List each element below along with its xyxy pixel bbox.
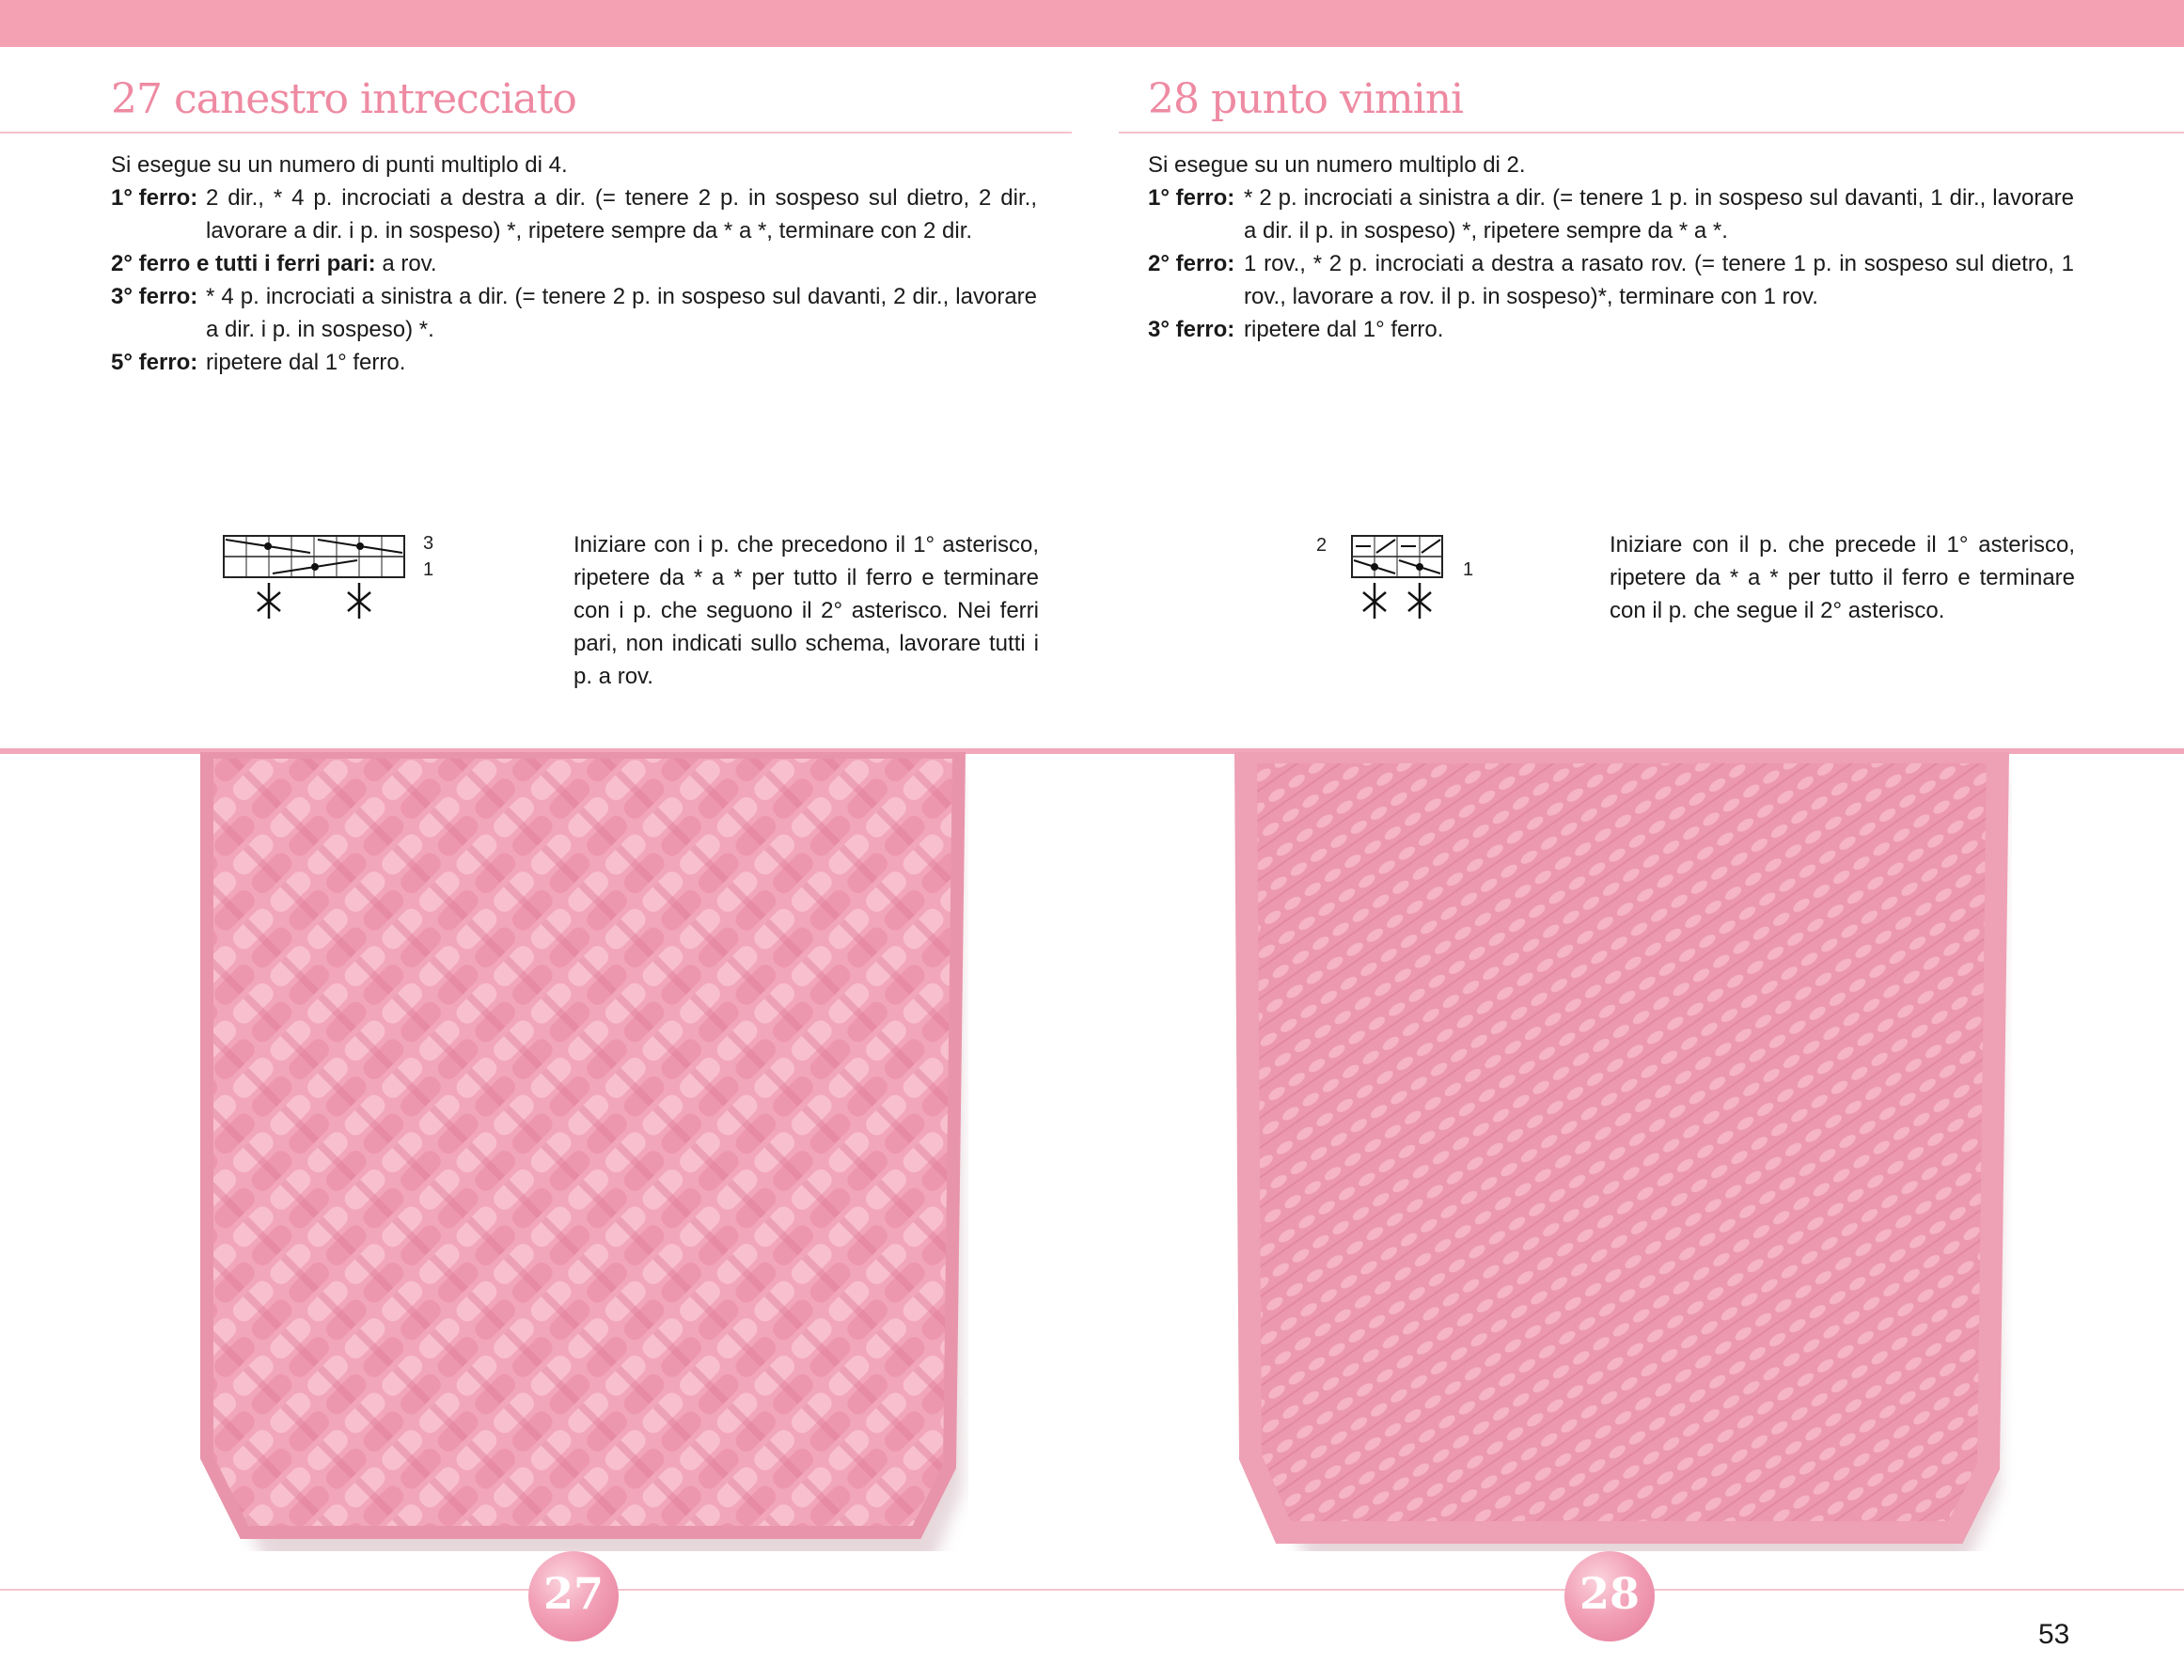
badge-number: 27 (542, 1568, 604, 1619)
row-text: ripetere dal 1° ferro. (1244, 317, 1444, 342)
row-label: 3° ferro: (111, 284, 198, 309)
left-stitch-chart (216, 528, 442, 632)
chart-row-label: 1 (423, 559, 434, 580)
row-text: * 4 p. incrociati a sinistra a dir. (= tenere 2 p. in sospeso sul davanti, 2 dir., lavorare a dir. i p. in sospeso) *. (206, 284, 1037, 342)
right-instructions (1148, 181, 2074, 346)
instruction-row (1148, 247, 2074, 313)
instruction-row (111, 346, 1037, 379)
left-title: 27 canestro intrecciato (111, 75, 576, 123)
chart-row-label: 1 (1463, 559, 1474, 580)
row-label: 5° ferro: (111, 350, 198, 375)
bottom-rule (0, 1589, 2184, 1591)
row-label: 2° ferro e tutti i ferri pari: (111, 251, 376, 276)
knit-swatch-27 (188, 752, 968, 1551)
yarn-ball-badge-28 (1564, 1551, 1655, 1641)
row-text: * 2 p. incrociati a sinistra a dir. (= tenere 1 p. in sospeso sul davanti, 1 dir., lavorare a dir. il p. in sospeso) *, ripetere sempre da * a *. (1244, 185, 2074, 243)
instruction-row (1148, 313, 2074, 346)
right-note: Iniziare con il p. che precede il 1° asterisco, ripetere da * a * per tutto il ferro e terminare con il p. che segue il 2° asterisco. (1610, 532, 2075, 623)
row-text: ripetere dal 1° ferro. (206, 350, 406, 375)
instruction-row (111, 280, 1037, 346)
row-label: 1° ferro: (1148, 185, 1235, 211)
row-text: 1 rov., * 2 p. incrociati a destra a rasato rov. (= tenere 1 p. in sospeso sul dietro, 1 rov., lavorare a rov. il p. in sospeso)*, terminare con 1 rov. (1244, 251, 2074, 309)
row-text: 2 dir., * 4 p. incrociati a destra a dir. (= tenere 2 p. in sospeso sul dietro, 2 dir., lavorare a dir. i p. in sospeso) *, ripetere sempre da * a *, terminare con 2 dir. (206, 185, 1037, 243)
page-number: 53 (2038, 1619, 2070, 1650)
row-label: 1° ferro: (111, 185, 198, 211)
top-color-bar (0, 0, 2184, 47)
left-title-rule (0, 132, 1072, 133)
right-intro: Si esegue su un numero multiplo di 2. (1148, 152, 1526, 178)
row-label: 3° ferro: (1148, 317, 1235, 342)
row-text: a rov. (382, 251, 437, 276)
instruction-row (1148, 181, 2074, 247)
chart-row-label: 2 (1316, 535, 1328, 556)
left-instructions (111, 181, 1037, 379)
chart-row-label: 3 (423, 533, 434, 554)
instruction-row (111, 181, 1037, 247)
knit-swatch-28 (1232, 752, 2012, 1551)
yarn-ball-badge-27 (528, 1551, 619, 1641)
right-stitch-chart (1307, 528, 1485, 632)
right-title-rule (1119, 132, 2184, 133)
row-label: 2° ferro: (1148, 251, 1235, 276)
right-title: 28 punto vimini (1148, 75, 1464, 123)
left-intro: Si esegue su un numero di punti multiplo di 4. (111, 152, 568, 178)
instruction-row (111, 247, 1037, 280)
left-note: Iniziare con i p. che precedono il 1° asterisco, ripetere da * a * per tutto il ferro e terminare con i p. che seguono il 2° asterisco. Nei ferri pari, non indicati sullo schema, lavorare tutti i p. a rov. (573, 532, 1039, 689)
badge-number: 28 (1579, 1568, 1640, 1619)
